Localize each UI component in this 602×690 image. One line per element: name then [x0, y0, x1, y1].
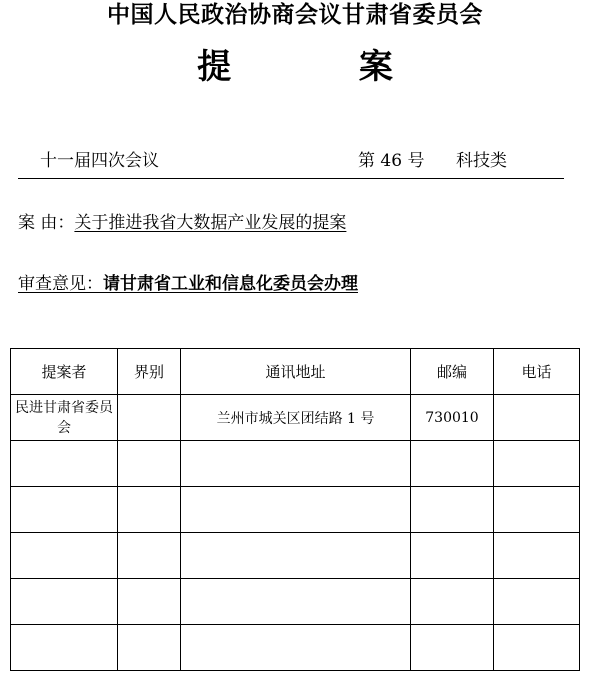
proposer-cell [11, 441, 118, 487]
sector-cell [118, 533, 181, 579]
proposal-category: 科技类 [456, 151, 507, 171]
sector-cell [118, 579, 181, 625]
table-row [11, 395, 580, 441]
table-row [11, 579, 580, 625]
postcode-cell: 730010 [411, 395, 494, 441]
postcode-cell [411, 533, 494, 579]
proposer-cell [11, 625, 118, 671]
session-label: 十一届四次会议 [40, 151, 159, 171]
opinion-text: 请甘肃省工业和信息化委员会办理 [103, 274, 358, 294]
reason-line [18, 210, 346, 236]
phone-cell [494, 625, 580, 671]
table-row [11, 533, 580, 579]
header-proposer: 提案者 [11, 349, 118, 395]
address-cell [181, 441, 411, 487]
table-header-row [11, 349, 580, 395]
address-cell [181, 625, 411, 671]
header-phone: 电话 [494, 349, 580, 395]
address-cell [181, 579, 411, 625]
opinion-line [18, 271, 358, 297]
phone-cell [494, 579, 580, 625]
phone-cell [494, 533, 580, 579]
phone-cell [494, 441, 580, 487]
sector-cell [118, 441, 181, 487]
phone-cell [494, 487, 580, 533]
phone-cell [494, 395, 580, 441]
organization-title: 中国人民政治协商会议甘肃省委员会 [107, 1, 483, 28]
proposal-number: 第 46 号 [358, 151, 425, 171]
proposer-cell [11, 579, 118, 625]
header-sector: 界别 [118, 349, 181, 395]
header-address: 通讯地址 [181, 349, 411, 395]
address-cell: 兰州市城关区团结路 1 号 [181, 395, 411, 441]
proposer-cell [11, 533, 118, 579]
proposer-table [10, 348, 580, 671]
sector-cell [118, 487, 181, 533]
address-cell [181, 487, 411, 533]
sector-cell [118, 395, 181, 441]
proposer-cell [11, 487, 118, 533]
header-postcode: 邮编 [411, 349, 494, 395]
table-row [11, 625, 580, 671]
meta-row [18, 148, 564, 179]
table-row [11, 441, 580, 487]
document-type-title: 提 案 [197, 47, 451, 87]
reason-text: 关于推进我省大数据产业发展的提案 [74, 213, 347, 233]
postcode-cell [411, 441, 494, 487]
postcode-cell [411, 625, 494, 671]
address-cell [181, 533, 411, 579]
reason-label: 案 由： [18, 213, 75, 233]
opinion-label: 审查意见： [18, 274, 103, 294]
sector-cell [118, 625, 181, 671]
proposer-cell: 民进甘肃省委员会 [11, 395, 118, 441]
table-row [11, 487, 580, 533]
postcode-cell [411, 487, 494, 533]
postcode-cell [411, 579, 494, 625]
